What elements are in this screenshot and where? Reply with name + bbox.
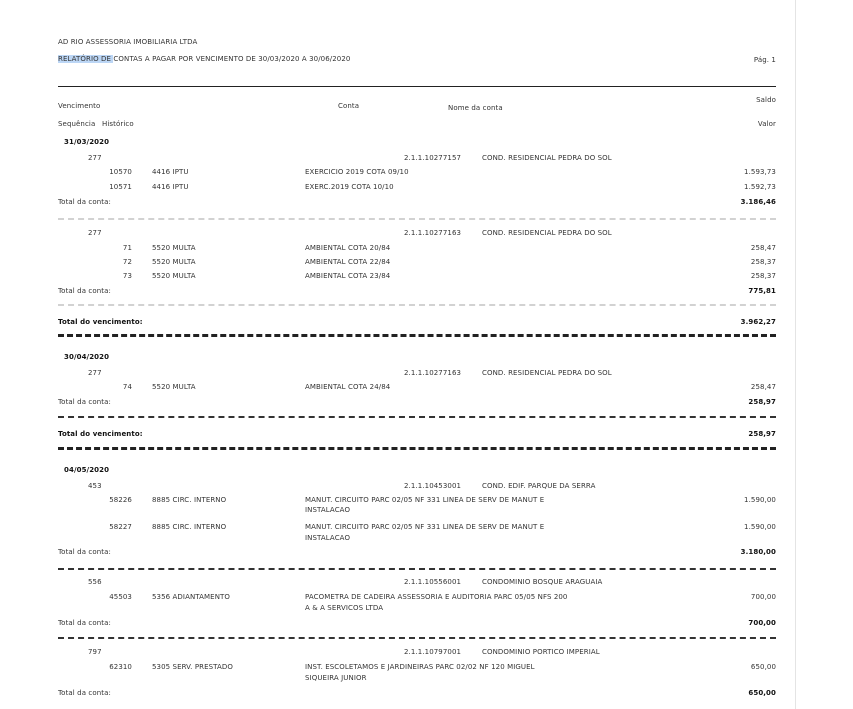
item-value: 258,37 (750, 258, 776, 266)
item-history: MANUT. CIRCUITO PARC 02/05 NF 331 LINEA DE SERV DE MANUT E (305, 523, 545, 531)
account-name: CONDOMINIO PORTICO IMPERIAL (482, 648, 600, 656)
item-type: 8885 CIRC. INTERNO (152, 523, 227, 531)
account-number: 2.1.1.10556001 (404, 578, 462, 586)
header-rule (58, 86, 776, 87)
account-number: 2.1.1.10277163 (404, 369, 462, 377)
account-code: 797 (88, 648, 102, 656)
item-value: 1.590,00 (744, 523, 776, 531)
page-edge (795, 0, 796, 709)
item-sequence: 10570 (109, 168, 132, 176)
account-total-value: 3.180,00 (740, 548, 776, 556)
item-type: 5520 MULTA (152, 244, 196, 252)
item-history-cont: A & A SERVICOS LTDA (305, 604, 384, 612)
item-type: 8885 CIRC. INTERNO (152, 496, 227, 504)
account-total-value: 650,00 (748, 689, 776, 697)
account-name: COND. EDIF. PARQUE DA SERRA (482, 482, 596, 490)
item-history: MANUT. CIRCUITO PARC 02/05 NF 331 LINEA DE SERV DE MANUT E (305, 496, 545, 504)
company-name: AD RIO ASSESSORIA IMOBILIARIA LTDA (58, 38, 198, 46)
account-code: 453 (88, 482, 102, 490)
item-sequence: 73 (122, 272, 132, 280)
item-value: 1.592,73 (744, 183, 776, 191)
item-history-cont: SIQUEIRA JUNIOR (305, 674, 367, 682)
account-number: 2.1.1.10277163 (404, 229, 462, 237)
item-sequence: 58227 (109, 523, 132, 531)
col-saldo: Saldo (756, 96, 776, 104)
item-type: 5520 MULTA (152, 258, 196, 266)
item-type: 4416 IPTU (152, 168, 189, 176)
item-history: AMBIENTAL COTA 23/84 (305, 272, 391, 280)
vencimento-separator (58, 334, 776, 337)
account-total-value: 258,97 (748, 398, 776, 406)
item-sequence: 10571 (109, 183, 132, 191)
item-history: EXERC.2019 COTA 10/10 (305, 183, 394, 191)
account-number: 2.1.1.10453001 (404, 482, 462, 490)
item-type: 5520 MULTA (152, 272, 196, 280)
item-type: 5356 ADIANTAMENTO (152, 593, 231, 601)
account-total-label: Total da conta: (58, 287, 111, 295)
report-title (58, 55, 350, 64)
item-history: EXERCICIO 2019 COTA 09/10 (305, 168, 409, 176)
account-number: 2.1.1.10797001 (404, 648, 462, 656)
account-code: 277 (88, 369, 102, 377)
item-history-cont: INSTALACAO (305, 506, 351, 514)
vencimento-total-value: 258,97 (748, 430, 776, 438)
account-name: COND. RESIDENCIAL PEDRA DO SOL (482, 229, 612, 237)
account-total-label: Total da conta: (58, 548, 111, 556)
item-history: INST. ESCOLETAMOS E JARDINEIRAS PARC 02/02 NF 120 MIGUEL (305, 663, 535, 671)
account-separator (58, 218, 776, 220)
item-sequence: 71 (122, 244, 132, 252)
col-nome-conta: Nome da conta (448, 104, 503, 112)
account-name: CONDOMINIO BOSQUE ARAGUAIA (482, 578, 603, 586)
account-total-label: Total da conta: (58, 198, 111, 206)
item-history: PACOMETRA DE CADEIRA ASSESSORIA E AUDITORIA PARC 05/05 NFS 200 (305, 593, 568, 601)
item-type: 4416 IPTU (152, 183, 189, 191)
account-number: 2.1.1.10277157 (404, 154, 462, 162)
group-date: 31/03/2020 (64, 138, 110, 146)
item-value: 1.590,00 (744, 496, 776, 504)
group-date: 04/05/2020 (64, 466, 110, 474)
account-code: 277 (88, 229, 102, 237)
vencimento-total-label: Total do vencimento: (58, 318, 143, 326)
col-vencimento: Vencimento (58, 102, 101, 110)
item-value: 258,47 (750, 383, 776, 391)
item-sequence: 62310 (109, 663, 132, 671)
vencimento-total-label: Total do vencimento: (58, 430, 143, 438)
item-history: AMBIENTAL COTA 22/84 (305, 258, 391, 266)
item-history: AMBIENTAL COTA 20/84 (305, 244, 391, 252)
item-type: 5305 SERV. PRESTADO (152, 663, 233, 671)
vencimento-separator (58, 447, 776, 450)
vencimento-total-value: 3.962,27 (740, 318, 776, 326)
account-total-value: 775,81 (748, 287, 776, 295)
report-title-rest: CONTAS A PAGAR POR VENCIMENTO DE 30/03/2020 A 30/06/2020 (113, 55, 351, 63)
account-code: 277 (88, 154, 102, 162)
group-date: 30/04/2020 (64, 353, 110, 361)
item-sequence: 74 (122, 383, 132, 391)
account-total-label: Total da conta: (58, 398, 111, 406)
item-value: 700,00 (750, 593, 776, 601)
account-code: 556 (88, 578, 102, 586)
account-total-value: 700,00 (748, 619, 776, 627)
account-separator (58, 304, 776, 306)
item-sequence: 45503 (109, 593, 132, 601)
item-sequence: 72 (122, 258, 132, 266)
item-value: 650,00 (750, 663, 776, 671)
col-sequencia: Sequência (58, 120, 96, 128)
item-type: 5520 MULTA (152, 383, 196, 391)
page-number: Pág. 1 (753, 56, 776, 64)
item-value: 258,47 (750, 244, 776, 252)
account-total-label: Total da conta: (58, 619, 111, 627)
item-value: 258,37 (750, 272, 776, 280)
account-separator (58, 416, 776, 418)
col-historico: Histórico (102, 120, 134, 128)
col-conta: Conta (338, 102, 360, 110)
account-name: COND. RESIDENCIAL PEDRA DO SOL (482, 154, 612, 162)
item-history-cont: INSTALACAO (305, 534, 351, 542)
item-sequence: 58226 (109, 496, 132, 504)
item-history: AMBIENTAL COTA 24/84 (305, 383, 391, 391)
col-valor: Valor (757, 120, 776, 128)
report-title-highlight: RELATÓRIO DE (58, 55, 114, 63)
account-separator (58, 637, 776, 639)
account-separator (58, 568, 776, 570)
account-total-label: Total da conta: (58, 689, 111, 697)
account-name: COND. RESIDENCIAL PEDRA DO SOL (482, 369, 612, 377)
account-total-value: 3.186,46 (740, 198, 776, 206)
item-value: 1.593,73 (744, 168, 776, 176)
